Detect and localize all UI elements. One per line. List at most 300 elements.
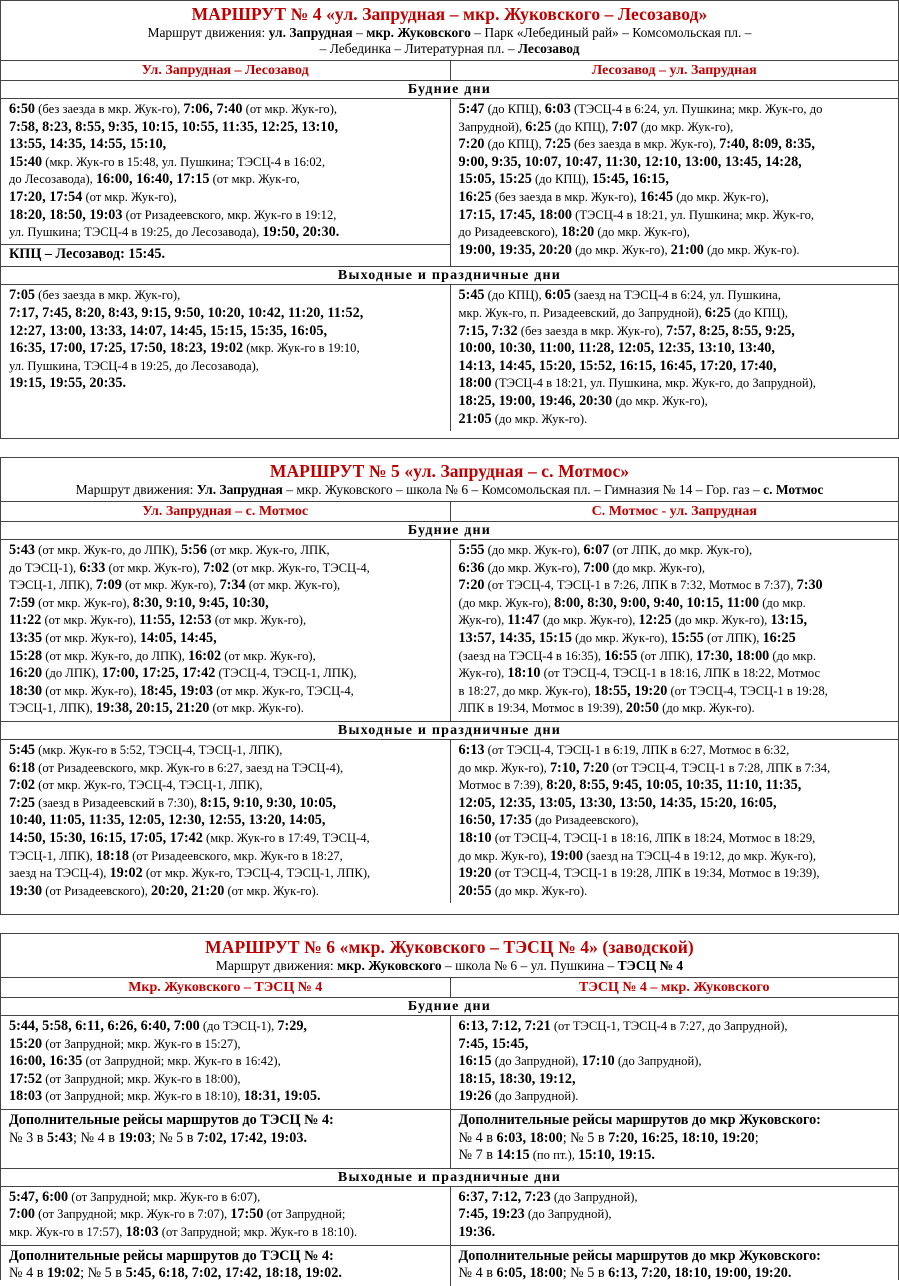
departure-times: 5:45 xyxy=(9,741,36,758)
path-stop: ул. Запрудная xyxy=(268,25,353,40)
route-4-directions xyxy=(1,60,898,80)
departure-times: 18:45, 19:03 xyxy=(139,682,214,699)
route-note: до Лесозавода), xyxy=(9,172,96,187)
path-stop: Лесозавод xyxy=(517,41,580,56)
schedule-line xyxy=(9,542,444,560)
departure-times: 17:50 xyxy=(230,1206,264,1223)
departure-times: 19:15, 19:55, 20:35. xyxy=(9,375,127,392)
schedule-line xyxy=(9,305,444,323)
route-note: ТЭСЦ-1, ЛПК), xyxy=(9,701,96,716)
schedule-line xyxy=(459,375,893,393)
departure-times: 7:06, 7:40 xyxy=(183,101,243,117)
schedule-line xyxy=(9,795,444,813)
departure-times: 8:15, 9:10, 9:30, 10:05, xyxy=(200,794,337,811)
schedule-line xyxy=(9,340,444,358)
weekdays-schedule-row xyxy=(1,1015,898,1109)
schedule-line xyxy=(459,883,893,901)
departure-times: 17:15, 17:45, 18:00 xyxy=(458,206,572,223)
departure-times: 19:26 xyxy=(458,1088,492,1105)
route-note: (до мкр. Жук-го). xyxy=(491,411,588,426)
path-stop: Ул. Запрудная xyxy=(196,482,283,497)
departure-times: 18:15, 18:30, 19:12, xyxy=(458,1070,576,1087)
schedule-line xyxy=(459,136,893,154)
schedule-lines xyxy=(459,1265,893,1283)
departure-times: 7:40, 8:09, 8:35, xyxy=(719,136,815,153)
route-note: Жук-го), xyxy=(458,666,508,681)
path-text: – Лебединка – Литературная пл. – xyxy=(319,41,518,56)
schedule-line xyxy=(459,189,893,207)
departure-times: 20:20, 21:20 xyxy=(151,882,225,899)
route-note: (до КПЦ), xyxy=(484,102,545,116)
route-note: (без заезда в мкр. Жук-го), xyxy=(35,102,184,116)
schedule-line xyxy=(459,595,893,613)
weekends-header: Выходные и праздничные дни xyxy=(1,266,898,284)
schedule-line xyxy=(9,1224,444,1242)
schedule-line xyxy=(9,700,444,718)
departure-times: 5:45 xyxy=(458,287,485,304)
schedule-line xyxy=(459,848,893,866)
schedule-line xyxy=(9,777,444,795)
departure-times: 6:25 xyxy=(525,118,552,135)
departure-times: 7:45, 15:45, xyxy=(458,1035,529,1052)
schedule-line xyxy=(459,612,893,630)
weekends-schedule-row xyxy=(1,1186,898,1245)
schedule-lines xyxy=(459,101,893,259)
route-note: (от Запрудной; мкр. Жук-го в 18:10). xyxy=(158,1224,358,1239)
departure-times: 7:59 xyxy=(9,594,36,611)
departure-times: 6:05 xyxy=(544,287,571,304)
route-note: заезд на ТЭСЦ-4), xyxy=(9,866,110,881)
schedule-line xyxy=(9,287,444,305)
route-note: ул. Пушкина; ТЭСЦ-4 в 19:25, до Лесозавода), xyxy=(9,225,263,240)
route-5-block xyxy=(0,457,899,915)
route-note: № 7 в xyxy=(458,1147,497,1164)
route-4-title: МАРШРУТ № 4 «ул. Запрудная – мкр. Жуковского – Лесозавод» xyxy=(191,4,708,24)
extra-cell-left xyxy=(1,1110,450,1168)
route-note: (по пт.), xyxy=(529,1148,579,1163)
schedule-line xyxy=(459,683,893,701)
schedule-line xyxy=(459,224,893,242)
schedule-lines xyxy=(9,542,444,718)
departure-times: 7:25 xyxy=(544,136,571,153)
route-note: № 4 в xyxy=(458,1129,497,1146)
departure-times: 6:03 xyxy=(544,101,571,117)
route-note: (от мкр. Жук-го), xyxy=(82,189,177,204)
schedule-line xyxy=(9,742,444,760)
route-note: (без заезда в мкр. Жук-го), xyxy=(517,323,666,338)
schedule-line xyxy=(459,700,893,718)
departure-times: 16:02 xyxy=(188,647,222,664)
route-note: (без заезда в мкр. Жук-го), xyxy=(491,189,640,204)
schedule-line xyxy=(9,189,444,207)
route-note: (от Запрудной; мкр. Жук-го в 18:10), xyxy=(42,1089,244,1104)
departure-times: 15:05, 15:25 xyxy=(458,171,532,188)
departure-times: 7:25 xyxy=(9,794,36,811)
schedule-lines xyxy=(9,1265,444,1283)
route-note: (от ТЭСЦ-4, ТЭСЦ-1 в 7:28, ЛПК в 7:34, xyxy=(609,760,831,775)
path-text: – xyxy=(352,25,367,40)
departure-times: 16:35, 17:00, 17:25, 17:50, 18:23, 19:02 xyxy=(9,340,244,357)
departure-times: 6:37, 7:12, 7:23 xyxy=(458,1188,551,1205)
departure-times: 14:13, 14:45, 15:20, 15:52, 16:15, 16:45, 17:20, 17:40, xyxy=(458,357,777,374)
departure-times: 8:30, 9:10, 9:45, 10:30, xyxy=(132,594,269,611)
departure-times: 7:00 xyxy=(583,559,610,576)
route-note: (до мкр. Жук-го), xyxy=(671,613,771,628)
departure-times: 21:00 xyxy=(670,241,704,258)
departure-times: 7:10, 7:20 xyxy=(549,759,610,776)
direction-right: ТЭСЦ № 4 – мкр. Жуковского xyxy=(450,978,899,997)
route-note: до мкр. Жук-го), xyxy=(458,760,550,775)
departure-times: 5:45, 6:18, 7:02, 17:42, 18:18, 19:02. xyxy=(125,1265,342,1282)
weekends-header: Выходные и праздничные дни xyxy=(1,1168,898,1186)
departure-times: 17:00, 17:25, 17:42 xyxy=(101,665,216,682)
route-note: (от мкр. Жук-го), xyxy=(121,578,220,593)
schedule-line xyxy=(9,1265,444,1283)
departure-times: 20:50 xyxy=(625,700,659,717)
schedule-line xyxy=(459,742,893,760)
departure-times: 15:10, 19:15. xyxy=(578,1147,655,1164)
departure-times: 10:40, 11:05, 11:35, 12:05, 12:30, 12:55, 13:20, 14:05, xyxy=(9,812,326,829)
departure-times: 19:20 xyxy=(458,865,492,882)
route-note: (заезд в Ризадеевский в 7:30), xyxy=(35,795,201,810)
route-note: (до мкр. Жук-го), xyxy=(594,225,690,240)
schedule-line xyxy=(459,207,893,225)
schedule-line xyxy=(9,1189,444,1207)
path-prefix: Маршрут движения: xyxy=(215,958,337,973)
departure-times: 19:02 xyxy=(109,865,143,882)
departure-times: 16:50, 17:35 xyxy=(458,812,532,829)
schedule-cell-right xyxy=(450,99,899,266)
route-note: (от Запрудной; мкр. Жук-го в 18:00), xyxy=(42,1071,241,1086)
route-note: (до Запрудной), xyxy=(524,1207,612,1222)
route-note: (до Ризадеевского), xyxy=(531,813,639,828)
route-note: (до мкр. Жук-го), xyxy=(609,560,705,575)
schedule-line xyxy=(459,1130,893,1148)
route-note: (ТЭСЦ-4 в 6:24, ул. Пушкина; мкр. Жук-го, до xyxy=(570,102,823,116)
route-note: (от мкр. Жук-го, ТЭСЦ-4, xyxy=(213,683,354,698)
departure-times: 5:44, 5:58, 6:11, 6:26, 6:40, 7:00 xyxy=(9,1018,200,1034)
route-note: (до ТЭСЦ-1), xyxy=(199,1019,278,1033)
route-note: (от Запрудной; xyxy=(263,1207,346,1222)
departure-times: 7:09 xyxy=(95,577,122,594)
departure-times: 7:29, xyxy=(277,1018,307,1034)
route-note: (от мкр. Жук-го, xyxy=(209,172,300,187)
departure-times: 6:05, 18:00 xyxy=(496,1265,563,1282)
departure-times: 18:00 xyxy=(458,375,492,392)
departure-times: 10:00, 10:30, 11:00, 11:28, 12:05, 12:35, 13:10, 13:40, xyxy=(458,340,775,357)
route-note: (от Ризадеевского, мкр. Жук-го в 19:12, xyxy=(122,207,337,222)
route-note: ; № 5 в xyxy=(80,1265,126,1282)
schedule-lines xyxy=(459,1130,893,1165)
schedule-line xyxy=(9,1130,444,1148)
schedule-line xyxy=(459,560,893,578)
departure-times: 19:38, 20:15, 21:20 xyxy=(95,700,210,717)
route-6-directions xyxy=(1,977,898,997)
schedule-cell-right xyxy=(450,740,899,903)
route-note: (до мкр. xyxy=(769,648,816,663)
route-note: ; № 5 в xyxy=(562,1129,609,1146)
route-note: ; xyxy=(754,1129,759,1146)
route-note: (до Запрудной). xyxy=(491,1089,579,1104)
departure-times: 6:13, 7:12, 7:21 xyxy=(458,1018,551,1034)
route-note: (без заезда в мкр. Жук-го), xyxy=(570,137,720,152)
departure-times: 6:25 xyxy=(704,304,731,321)
path-text: – Парк «Лебединый рай» – Комсомольская пл. – xyxy=(470,25,752,40)
schedule-line xyxy=(459,542,893,560)
departure-times: 14:50, 15:30, 16:15, 17:05, 17:42 xyxy=(9,829,203,846)
schedule-line xyxy=(9,560,444,578)
departure-times: 17:20, 17:54 xyxy=(9,188,83,205)
weekdays-header: Будние дни xyxy=(1,997,898,1015)
route-note: (мкр. Жук-го в 5:52, ТЭСЦ-4, ТЭСЦ-1, ЛПК), xyxy=(35,742,283,757)
schedule-cell-left xyxy=(1,740,450,903)
direction-left: Мкр. Жуковского – ТЭСЦ № 4 xyxy=(128,980,323,995)
schedule-line xyxy=(459,830,893,848)
departure-times: 7:00 xyxy=(9,1206,36,1223)
route-note: (от мкр. Жук-го), xyxy=(42,630,140,645)
schedule-line xyxy=(9,119,444,137)
departure-times: 14:15 xyxy=(496,1147,530,1164)
schedule-line xyxy=(9,323,444,341)
route-note: (от Ризадеевского), xyxy=(42,883,152,898)
departure-times: 16:55 xyxy=(604,647,638,664)
route-note: (от мкр. Жук-го), xyxy=(245,578,341,593)
departure-times: 7:57, 8:25, 8:55, 9:25, xyxy=(665,322,795,339)
schedule-line xyxy=(459,101,893,119)
route-note: (без заезда в мкр. Жук-го), xyxy=(35,288,181,303)
departure-times: 17:10 xyxy=(581,1053,615,1070)
route-note: (до мкр. Жук-го), xyxy=(484,560,584,575)
route-note: Жук-го), xyxy=(458,613,508,628)
extra-title: Дополнительные рейсы маршрутов до мкр Жуковского: xyxy=(458,1247,821,1264)
departure-times: 13:55, 14:35, 14:55, 15:10, xyxy=(9,136,167,153)
path-prefix: Маршрут движения: xyxy=(75,482,197,497)
departure-times: 18:20 xyxy=(561,224,595,241)
schedule-line xyxy=(459,323,893,341)
schedule-line xyxy=(9,760,444,778)
departure-times: 6:18 xyxy=(9,759,36,776)
route-5-title: МАРШРУТ № 5 «ул. Запрудная – с. Мотмос» xyxy=(269,461,630,481)
departure-times: 6:07 xyxy=(583,542,610,558)
route-note: (от ЛПК), xyxy=(703,630,763,645)
departure-times: 11:55, 12:53 xyxy=(139,612,212,629)
schedule-lines xyxy=(9,1018,444,1106)
schedule-line xyxy=(9,577,444,595)
schedule-cell-right xyxy=(450,285,899,431)
schedule-line xyxy=(459,393,893,411)
schedule-cell-left xyxy=(1,1016,450,1109)
schedule-lines xyxy=(459,1189,893,1242)
route-note: (от мкр. Жук-го, ЛПК, xyxy=(206,543,330,557)
route-note: ; № 4 в xyxy=(73,1129,119,1146)
schedule-line xyxy=(459,760,893,778)
direction-left: Ул. Запрудная – с. Мотмос xyxy=(142,504,309,519)
departure-times: 19:00 xyxy=(549,847,584,864)
route-note: (до КПЦ), xyxy=(531,172,593,187)
departure-times: 7:17, 7:45, 8:20, 8:43, 9:15, 9:50, 10:20, 10:42, 11:20, 11:52, xyxy=(9,304,364,321)
route-note: (ТЭСЦ-4, ТЭСЦ-1, ЛПК), xyxy=(215,666,357,681)
departure-times: 6:33 xyxy=(79,559,106,576)
schedule-line xyxy=(9,207,444,225)
schedule-line xyxy=(9,883,444,901)
departure-times: 18:10 xyxy=(507,665,541,682)
weekdays-header: Будние дни xyxy=(1,521,898,539)
departure-times: 15:40 xyxy=(9,153,43,170)
schedule-line xyxy=(459,1147,893,1165)
schedule-line xyxy=(9,630,444,648)
weekdays-extra-row xyxy=(1,1109,898,1168)
departure-times: 11:22 xyxy=(9,612,42,629)
route-note: (до КПЦ), xyxy=(484,137,545,152)
route-note: (от ТЭСЦ-4, ТЭСЦ-1 в 6:19, ЛПК в 6:27, Мотмос в 6:32, xyxy=(484,742,790,757)
route-note: (от Запрудной; мкр. Жук-го в 16:42), xyxy=(82,1054,281,1069)
weekends-schedule-row xyxy=(1,739,898,903)
path-stop: с. Мотмос xyxy=(763,482,824,497)
schedule-line xyxy=(459,1224,893,1242)
departure-times: 5:55 xyxy=(458,542,485,558)
departure-times: 19:03 xyxy=(118,1129,152,1146)
route-note: ; № 5 в xyxy=(151,1129,198,1146)
schedule-line xyxy=(9,1206,444,1224)
route-note: (до мкр. Жук-го), xyxy=(612,393,708,408)
departure-times: 21:05 xyxy=(458,410,492,427)
departure-times: 15:55 xyxy=(670,629,704,646)
schedule-line xyxy=(459,795,893,813)
route-4-block xyxy=(0,0,899,439)
direction-left: Ул. Запрудная – Лесозавод xyxy=(141,63,309,78)
departure-times: 18:31, 19:05. xyxy=(243,1088,321,1105)
route-note: (до Запрудной), xyxy=(491,1054,582,1069)
departure-times: 7:20 xyxy=(458,577,485,594)
extra-departure xyxy=(1,244,450,264)
route-note: (до мкр. Жук-го). xyxy=(491,883,588,898)
route-note: № 4 в xyxy=(458,1265,497,1282)
schedule-cell-left xyxy=(1,1187,450,1245)
departure-times: 7:15, 7:32 xyxy=(458,322,518,339)
departure-times: 15:45, 16:15, xyxy=(592,171,669,188)
route-note: № 4 в xyxy=(9,1265,47,1282)
departure-times: 16:25 xyxy=(458,188,492,205)
departure-times: 6:36 xyxy=(458,559,485,576)
route-note: ТЭСЦ-1, ЛПК), xyxy=(9,848,96,863)
departure-times: 18:30 xyxy=(9,682,43,699)
departure-times: 6:13 xyxy=(458,741,485,758)
schedule-lines xyxy=(9,742,444,900)
schedule-line xyxy=(459,665,893,683)
departure-times: 7:58, 8:23, 8:55, 9:35, 10:15, 10:55, 11:35, 12:25, 13:10, xyxy=(9,118,339,135)
route-note: до мкр. Жук-го), xyxy=(458,848,550,863)
route-note: (мкр. Жук-го в 15:48, ул. Пушкина; ТЭСЦ-4 в 16:02, xyxy=(42,154,326,169)
departure-times: 17:30, 18:00 xyxy=(695,647,770,664)
schedule-lines xyxy=(9,1130,444,1148)
departure-times: 16:45 xyxy=(639,188,674,205)
departure-times: 17:52 xyxy=(9,1070,43,1087)
route-note: (от мкр. Жук-го), xyxy=(221,648,316,663)
route-6-path xyxy=(1,958,898,977)
route-note: (до КПЦ), xyxy=(551,119,612,134)
departure-times: 7:02 xyxy=(203,559,230,576)
route-note: (от Запрудной; мкр. Жук-го в 15:27), xyxy=(42,1036,241,1051)
departure-times: 6:03, 18:00 xyxy=(496,1129,563,1146)
route-note: (до мкр. Жук-го). xyxy=(658,701,755,716)
route-note: (заезд на ТЭСЦ-4 в 19:12, до мкр. Жук-го), xyxy=(583,848,817,863)
route-6-title: МАРШРУТ № 6 «мкр. Жуковского – ТЭСЦ № 4» (заводской) xyxy=(205,937,694,957)
departure-times: 16:00, 16:40, 17:15 xyxy=(95,171,210,188)
route-note: (ТЭСЦ-4 в 18:21, ул. Пушкина; мкр. Жук-го, xyxy=(572,207,815,222)
route-note: (от мкр. Жук-го, до ЛПК), xyxy=(35,543,181,557)
departure-times: 12:25 xyxy=(638,612,672,629)
route-note: (от мкр. Жук-го), xyxy=(41,613,140,628)
route-note: (от мкр. Жук-го), xyxy=(211,613,307,628)
schedule-line xyxy=(459,119,893,137)
departure-times: 18:20, 18:50, 19:03 xyxy=(9,206,123,223)
route-note: (от ТЭСЦ-4, ТЭСЦ-1 в 18:16, ЛПК в 18:24, Мотмос в 18:29, xyxy=(491,830,816,845)
route-note: (до мкр. Жук-го). xyxy=(703,242,800,257)
schedule-lines xyxy=(9,101,444,242)
schedule-line xyxy=(459,154,893,172)
departure-times: 5:47, 6:00 xyxy=(9,1188,69,1205)
weekdays-header: Будние дни xyxy=(1,80,898,98)
departure-times: 18:55, 19:20 xyxy=(594,682,668,699)
schedule-line xyxy=(9,648,444,666)
schedule-line xyxy=(9,101,444,119)
schedule-line xyxy=(459,358,893,376)
route-4-path xyxy=(1,25,898,60)
schedule-cell-right xyxy=(450,1187,899,1245)
weekdays-schedule-row xyxy=(1,98,898,266)
schedule-line xyxy=(459,1206,893,1224)
departure-times: 7:02 xyxy=(9,777,36,794)
schedule-line xyxy=(459,865,893,883)
route-note: (от ТЭСЦ-4, ТЭСЦ-1 в 19:28, xyxy=(667,683,828,698)
departure-times: 20:55 xyxy=(458,882,492,899)
departure-times: 7:07 xyxy=(611,118,638,135)
weekends-header: Выходные и праздничные дни xyxy=(1,721,898,739)
departure-times: 16:15 xyxy=(458,1053,492,1070)
route-note: (от Запрудной; мкр. Жук-го в 6:07), xyxy=(68,1189,261,1204)
route-note: (от мкр. Жук-го), xyxy=(242,102,338,116)
route-5-directions xyxy=(1,501,898,521)
weekdays-schedule-row xyxy=(1,539,898,721)
route-note: (до Запрудной), xyxy=(550,1189,638,1204)
schedule-lines xyxy=(9,1189,444,1242)
route-note: (заезд на ТЭСЦ-4 в 6:24, ул. Пушкина, xyxy=(570,288,781,303)
route-note: ул. Пушкина, ТЭСЦ-4 в 19:25, до Лесозавода), xyxy=(9,358,259,373)
route-note: ТЭСЦ-1, ЛПК), xyxy=(9,578,96,593)
departure-times: 15:28 xyxy=(9,647,43,664)
route-note: в 18:27, до мкр. Жук-го), xyxy=(458,683,595,698)
route-note: до Ризадеевского), xyxy=(458,225,562,240)
departure-times: 15:20 xyxy=(9,1035,43,1052)
schedule-lines xyxy=(459,1018,893,1106)
schedule-cell-right xyxy=(450,1016,899,1109)
schedule-line xyxy=(459,777,893,795)
route-note: Мотмос в 7:39), xyxy=(458,778,547,793)
schedule-lines xyxy=(459,287,893,428)
route-note: (от ТЭСЦ-4, ТЭСЦ-1 в 18:16, ЛПК в 18:22, Мотмос xyxy=(540,666,821,681)
departure-times: 5:43 xyxy=(46,1129,73,1146)
route-note: (от мкр. Жук-го, ТЭСЦ-4, ТЭСЦ-1, ЛПК), xyxy=(35,778,263,793)
departure-times: 5:47 xyxy=(458,101,485,117)
route-note: ; № 5 в xyxy=(562,1265,609,1282)
route-note: (ТЭСЦ-4 в 18:21, ул. Пушкина, мкр. Жук-го, до Запрудной), xyxy=(491,376,816,391)
route-note: (от ЛПК, до мкр. Жук-го), xyxy=(609,543,753,557)
departure-times: 7:30 xyxy=(796,577,823,594)
departure-times: 7:34 xyxy=(219,577,246,594)
schedule-line xyxy=(9,612,444,630)
departure-times: 9:00, 9:35, 10:07, 10:47, 11:30, 12:10, 13:00, 13:45, 14:28, xyxy=(458,153,802,170)
weekends-schedule-row xyxy=(1,284,898,431)
